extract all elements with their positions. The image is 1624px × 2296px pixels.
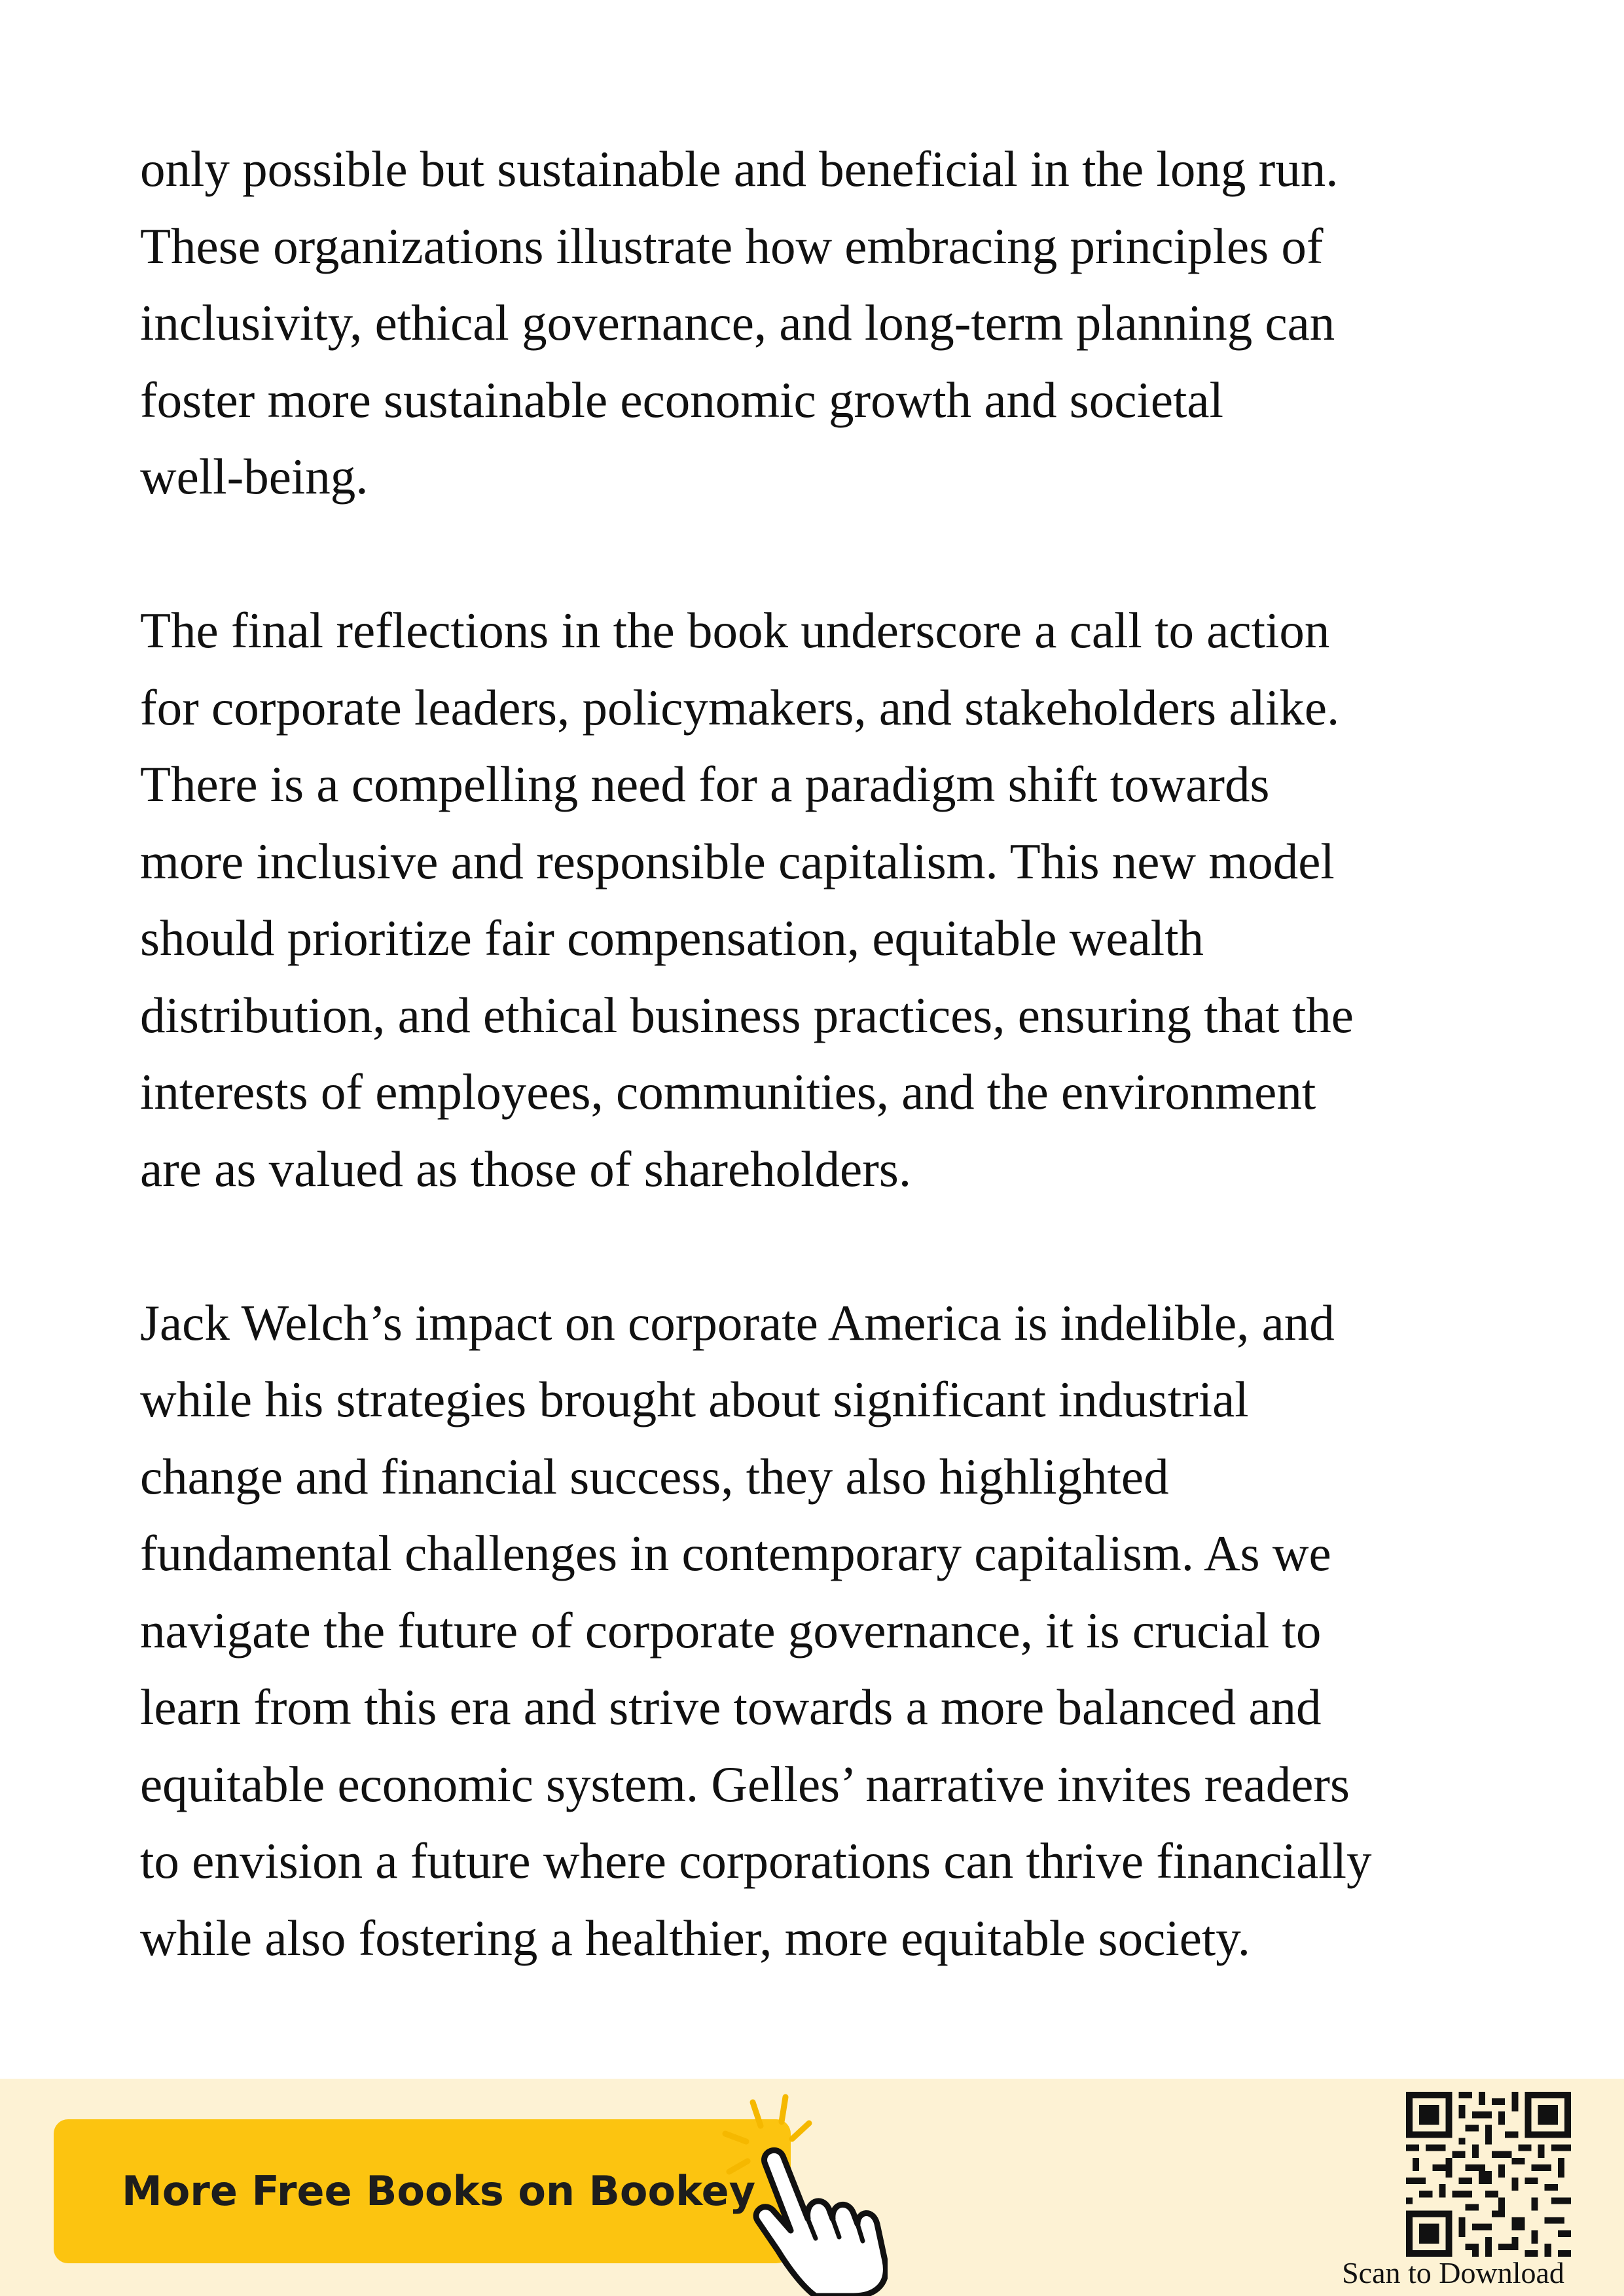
paragraph-2: The final reflections in the book underscore a call to action for corporate leaders, policymakers, and stakeholders alike. There is a compelling need for a paradigm shift towards more inclusive and responsible capitalism. This new model should prioritize fair compensation, equitable wealth distribution, and ethical business practices, ensuring that the interests of employees, communities, and the environment are as valued as those of shareholders. (140, 602, 1354, 1197)
qr-code[interactable] (1406, 2092, 1571, 2257)
pointing-hand-icon (717, 2090, 888, 2296)
paragraph-3: Jack Welch’s impact on corporate America is indelible, and while his strategies brought about significant industrial change and financial success, they also highlighted fundamental challenges in contemporary capitalism. As we navigate the future of corporate governance, it is crucial to learn from this era and strive towards a more balanced and equitable economic system. Gelles’ narrative invites readers to envision a future where corporations can thrive financially while also fostering a healthier, more equitable society. (140, 1294, 1372, 1966)
more-free-books-button[interactable] (54, 2119, 791, 2263)
more-free-books-label: More Free Books on Bookey (122, 2167, 756, 2215)
promo-footer (0, 2079, 1624, 2296)
qr-caption: Scan to Download (1342, 2256, 1564, 2289)
page-body (140, 131, 1502, 1977)
paragraph-1: only possible but sustainable and beneficial in the long run. These organizations illustrate how embracing principles of inclusivity, ethical governance, and long-term planning can foster more sustainable economic growth and societal well-being. (140, 141, 1339, 505)
